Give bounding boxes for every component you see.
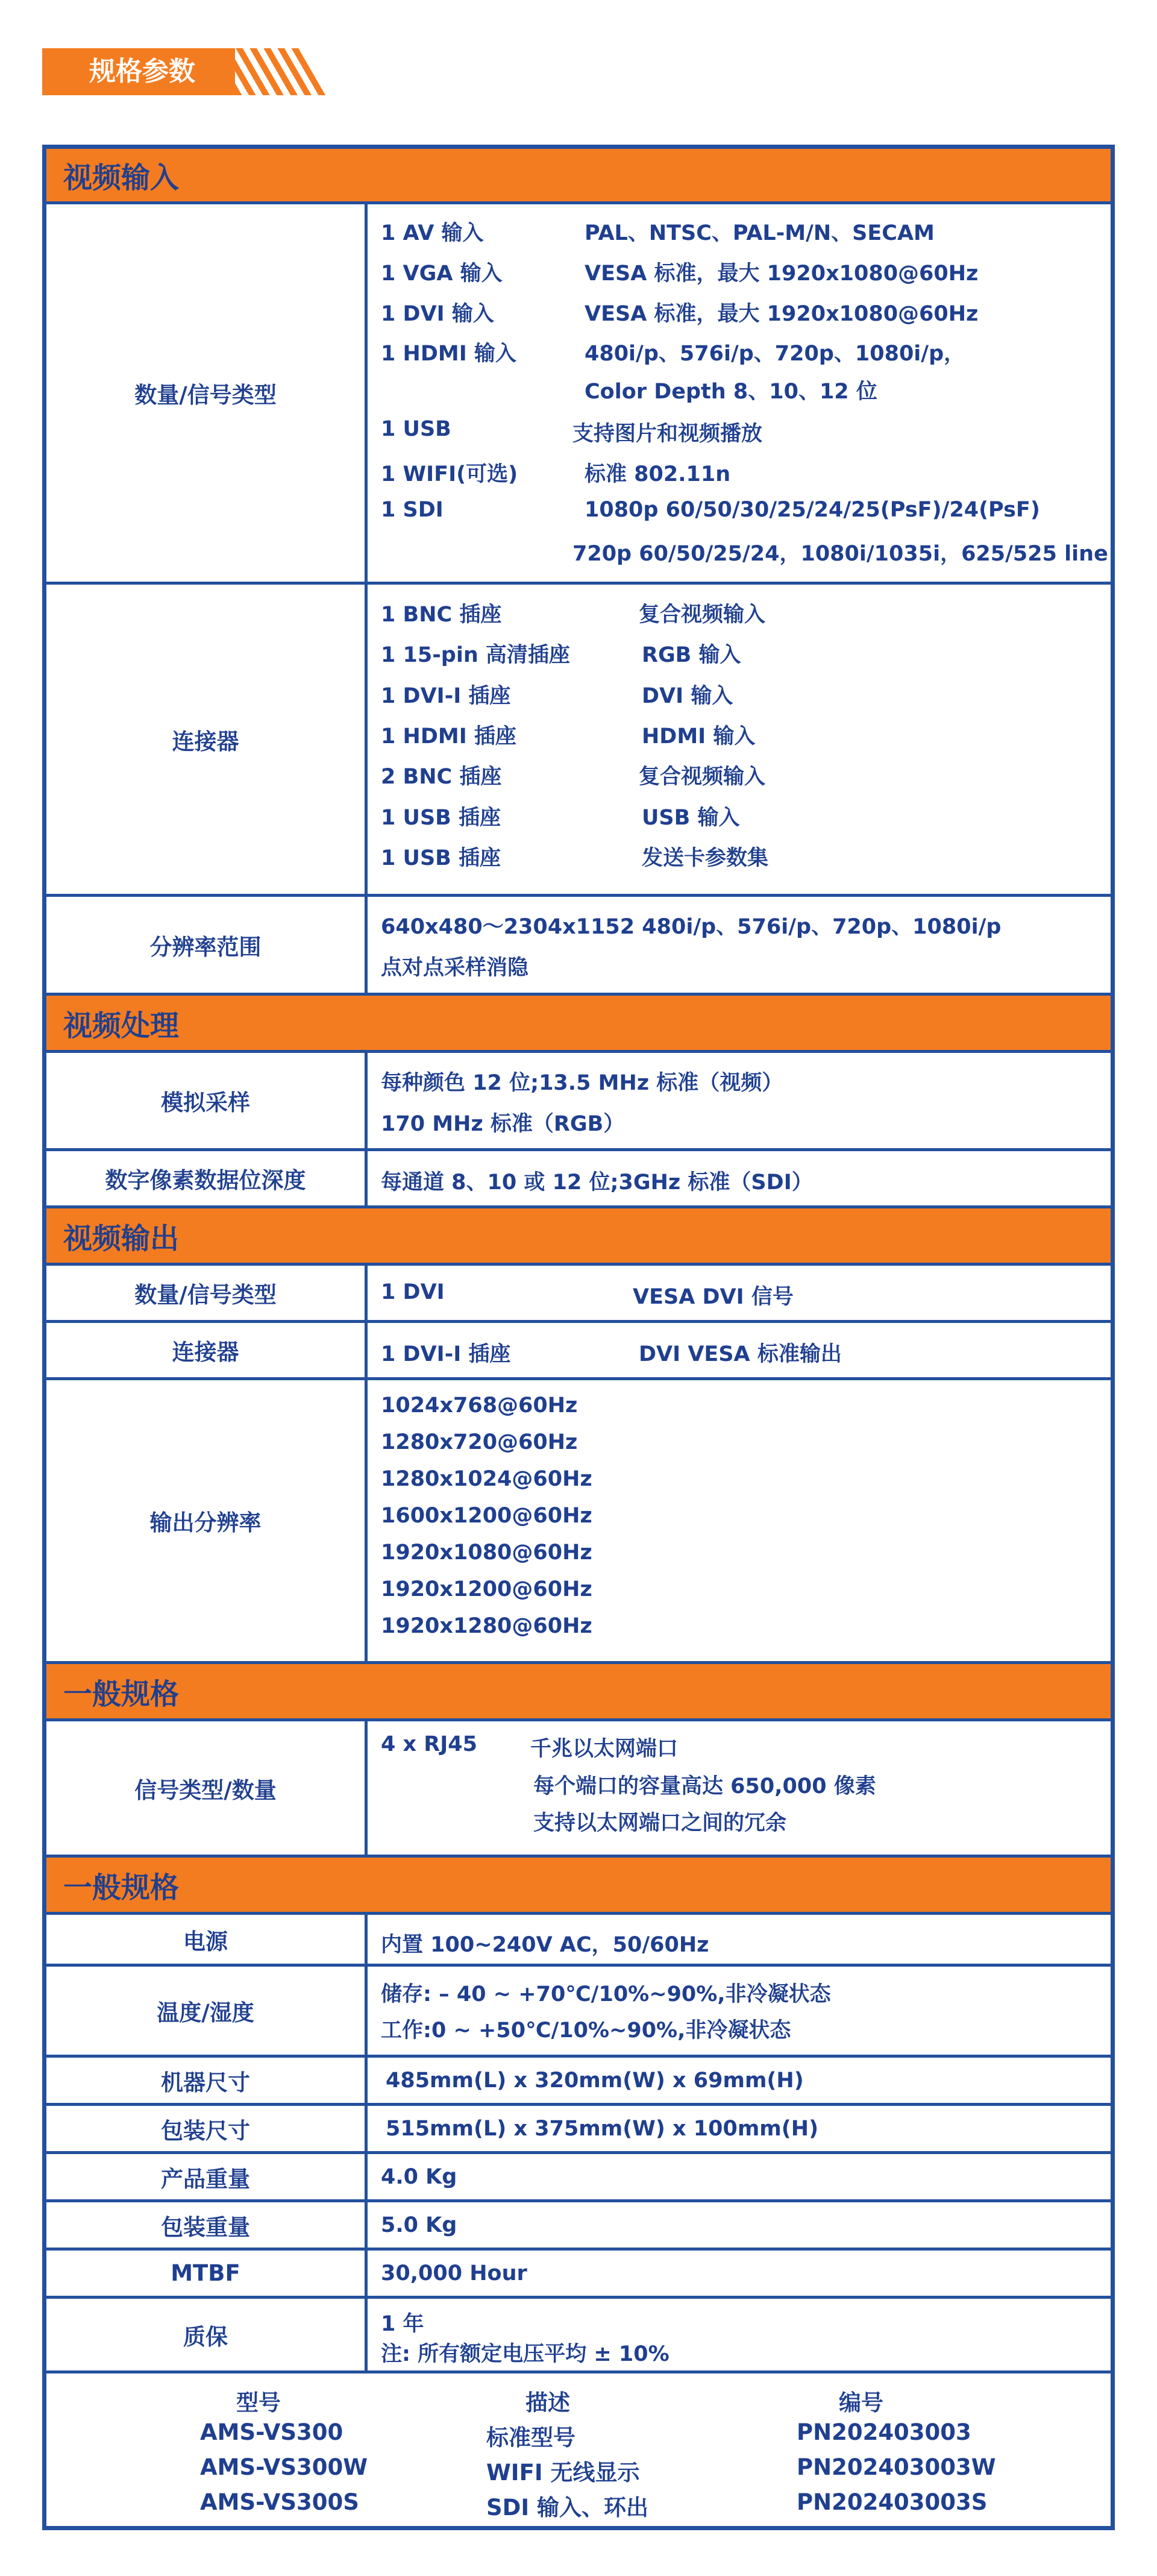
row-package-size (46, 2106, 1111, 2154)
row-label: 数量/信号类型 (46, 1266, 368, 1320)
row-label: MTBF (46, 2251, 368, 2296)
code-header: 编号 (839, 2390, 883, 2416)
power-spec: 内置 100~240V AC，50/60Hz (381, 1933, 709, 1957)
row-label: 输出分辨率 (46, 1380, 368, 1661)
model-description: 标准型号 (486, 2425, 575, 2451)
output-resolution: 1280x720@60Hz (381, 1430, 578, 1454)
output-resolution: 1920x1200@60Hz (381, 1577, 592, 1601)
row-value (368, 204, 1111, 582)
row-value (368, 897, 1111, 993)
row-label: 包装重量 (46, 2202, 368, 2248)
spec-table (42, 145, 1115, 2530)
row-value (368, 1915, 1111, 1964)
row-label: 分辨率范围 (46, 897, 368, 993)
input-spec: 标准 802.11n (585, 462, 731, 486)
row-input-connectors (46, 585, 1111, 897)
port-spec: 支持以太网端口之间的冗余 (533, 1811, 787, 1835)
connector-type: 1 HDMI 插座 (381, 724, 516, 749)
model-description: SDI 输入、环出 (486, 2495, 649, 2521)
connector-type: 1 15-pin 高清插座 (381, 643, 570, 667)
row-label: 电源 (46, 1915, 368, 1964)
connector-use: USB 输入 (642, 806, 740, 830)
stripe-decoration (235, 48, 331, 95)
connector-type: 2 BNC 插座 (381, 765, 502, 789)
port-spec: 每个端口的容量高达 650,000 像素 (533, 1774, 876, 1798)
row-product-weight (46, 2154, 1111, 2202)
sampling-spec: 每种颜色 12 位;13.5 MHz 标准（视频） (381, 1071, 783, 1095)
row-value (368, 2058, 1111, 2103)
input-spec: VESA 标准，最大 1920x1080@60Hz (585, 262, 979, 286)
row-value (368, 1053, 1111, 1148)
row-label: 信号类型/数量 (46, 1721, 368, 1855)
row-digital-depth (46, 1151, 1111, 1208)
row-value (368, 2202, 1111, 2248)
row-label: 机器尺寸 (46, 2058, 368, 2103)
row-label: 数量/信号类型 (46, 204, 368, 582)
connector-type: 1 DVI-I 插座 (381, 684, 511, 708)
connector-use: DVI 输入 (642, 684, 733, 708)
input-type: 1 AV 输入 (381, 221, 484, 245)
section-video-input: 视频输入 (46, 149, 1111, 204)
row-label: 模拟采样 (46, 1053, 368, 1148)
row-label: 产品重量 (46, 2154, 368, 2199)
port-spec: 千兆以太网端口 (530, 1737, 679, 1761)
section-general-1: 一般规格 (46, 1664, 1111, 1721)
connector-use: 发送卡参数集 (642, 846, 769, 870)
resolution-note: 点对点采样消隐 (381, 956, 529, 980)
row-label: 连接器 (46, 1323, 368, 1377)
output-type: 1 DVI (381, 1280, 445, 1304)
model-header: 型号 (236, 2390, 281, 2416)
connector-type: 1 USB 插座 (381, 806, 501, 830)
row-input-resolution (46, 897, 1111, 996)
row-output-connectors (46, 1323, 1111, 1380)
sampling-spec: 170 MHz 标准（RGB） (381, 1112, 625, 1136)
model-name: AMS-VS300W (200, 2454, 368, 2480)
section-video-output: 视频输出 (46, 1208, 1111, 1266)
machine-dimensions: 485mm(L) x 320mm(W) x 69mm(H) (386, 2069, 804, 2093)
row-value (368, 2106, 1111, 2151)
resolution-range: 640x480～2304x1152 480i/p、576i/p、720p、1080i/p (381, 915, 1002, 939)
mtbf-value: 30,000 Hour (381, 2261, 527, 2285)
input-spec: 1080p 60/50/30/25/24/25(PsF)/24(PsF) (585, 498, 1040, 522)
row-power (46, 1915, 1111, 1967)
row-warranty (46, 2299, 1111, 2373)
input-type: 1 HDMI 输入 (381, 342, 516, 366)
input-type: 1 WIFI(可选) (381, 462, 518, 486)
output-resolution: 1600x1200@60Hz (381, 1504, 592, 1528)
row-value (368, 2251, 1111, 2296)
row-package-weight (46, 2202, 1111, 2251)
row-value (368, 1323, 1111, 1377)
input-type: 1 VGA 输入 (381, 262, 503, 286)
row-machine-size (46, 2058, 1111, 2106)
port-type: 4 x RJ45 (381, 1732, 477, 1756)
row-value (368, 2299, 1111, 2370)
row-signal-type (46, 1721, 1111, 1858)
model-code: PN202403003W (797, 2454, 996, 2480)
output-resolution: 1024x768@60Hz (381, 1393, 578, 1418)
model-name: AMS-VS300S (200, 2489, 359, 2515)
row-value (368, 2154, 1111, 2199)
row-output-quantity (46, 1266, 1111, 1323)
connector-type: 1 DVI-I 插座 (381, 1342, 511, 1366)
output-signal: VESA DVI 信号 (633, 1285, 794, 1309)
row-value (368, 1967, 1111, 2055)
row-label: 温度/湿度 (46, 1967, 368, 2055)
input-spec: 支持图片和视频播放 (572, 422, 763, 446)
output-resolution: 1920x1280@60Hz (381, 1614, 592, 1638)
page-title: 规格参数 (42, 48, 244, 95)
package-dimensions: 515mm(L) x 375mm(W) x 100mm(H) (386, 2117, 819, 2141)
section-header-tag (42, 48, 331, 95)
product-weight: 4.0 Kg (381, 2165, 457, 2189)
connector-use: 复合视频输入 (639, 603, 766, 627)
row-label: 包装尺寸 (46, 2106, 368, 2151)
input-type: 1 SDI (381, 498, 444, 522)
connector-use: DVI VESA 标准输出 (639, 1342, 842, 1366)
input-spec: VESA 标准，最大 1920x1080@60Hz (585, 302, 979, 326)
row-value (368, 1266, 1111, 1320)
operating-spec: 工作:0 ~ +50℃/10%~90%,非冷凝状态 (381, 2018, 791, 2043)
connector-use: RGB 输入 (642, 643, 741, 667)
model-code: PN202403003 (797, 2419, 971, 2445)
connector-type: 1 BNC 插座 (381, 603, 502, 627)
input-spec: PAL、NTSC、PAL-M/N、SECAM (585, 221, 935, 245)
model-list (46, 2373, 1111, 2530)
connector-use: HDMI 输入 (642, 724, 756, 749)
section-general-2: 一般规格 (46, 1858, 1111, 1915)
output-resolution: 1280x1024@60Hz (381, 1467, 592, 1491)
bit-depth-spec: 每通道 8、10 或 12 位;3GHz 标准（SDI） (381, 1170, 813, 1195)
row-label: 连接器 (46, 585, 368, 894)
input-spec: 480i/p、576i/p、720p、1080i/p， (585, 342, 965, 366)
warranty-value: 1 年 (381, 2312, 424, 2336)
row-value (368, 1380, 1111, 1661)
input-spec: 720p 60/50/25/24，1080i/1035i，625/525 line (572, 542, 1108, 566)
warranty-note: 注: 所有额定电压平均 ± 10% (381, 2342, 669, 2366)
output-resolution: 1920x1080@60Hz (381, 1541, 592, 1565)
description-header: 描述 (525, 2390, 570, 2416)
connector-use: 复合视频输入 (639, 765, 766, 789)
row-temperature (46, 1967, 1111, 2058)
row-output-resolution (46, 1380, 1111, 1664)
model-name: AMS-VS300 (200, 2419, 343, 2445)
row-mtbf (46, 2251, 1111, 2299)
connector-type: 1 USB 插座 (381, 846, 501, 870)
package-weight: 5.0 Kg (381, 2213, 457, 2237)
input-spec: Color Depth 8、10、12 位 (585, 380, 877, 404)
row-value (368, 1721, 1111, 1855)
input-type: 1 DVI 输入 (381, 302, 494, 326)
row-label: 质保 (46, 2299, 368, 2370)
model-description: WIFI 无线显示 (486, 2460, 640, 2486)
row-analog-sampling (46, 1053, 1111, 1151)
section-video-processing: 视频处理 (46, 996, 1111, 1053)
storage-spec: 储存: – 40 ~ +70℃/10%~90%,非冷凝状态 (381, 1982, 831, 2006)
row-input-quantity (46, 204, 1111, 585)
row-label: 数字像素数据位深度 (46, 1151, 368, 1205)
row-value (368, 585, 1111, 894)
input-type: 1 USB (381, 417, 451, 441)
model-code: PN202403003S (797, 2489, 988, 2515)
row-value (368, 1151, 1111, 1205)
